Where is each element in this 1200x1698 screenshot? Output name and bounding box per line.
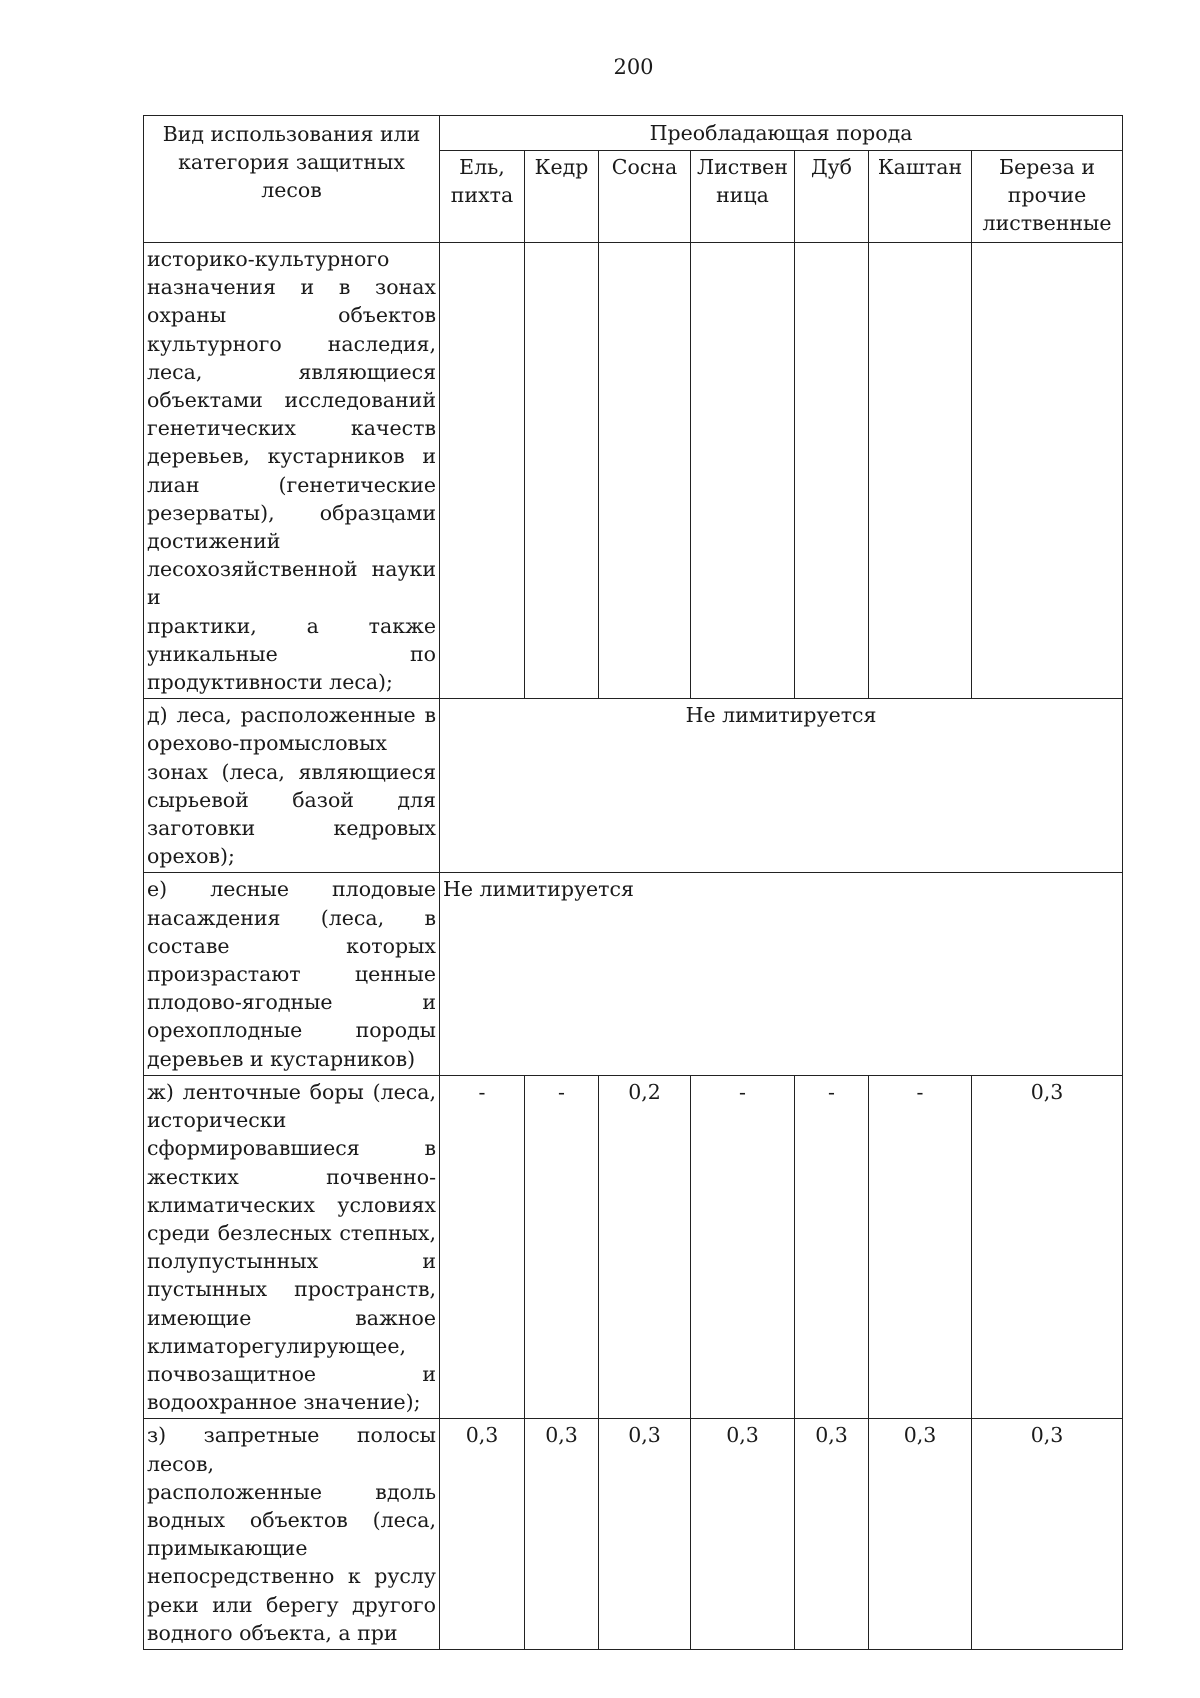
description-line: практики, а также — [147, 613, 436, 638]
value-cell — [795, 243, 869, 699]
description-line: достижений — [147, 529, 281, 554]
description-line: орехово-промысловых — [147, 731, 387, 756]
header-usage-type: Вид использования или категория защитных лесов — [144, 116, 440, 243]
description-line: культурного наследия, — [147, 331, 436, 356]
value-cell: - — [795, 1075, 869, 1418]
description-line: жестких почвенно- — [147, 1164, 436, 1189]
value-cell — [691, 243, 795, 699]
description-line: сырьевой базой для — [147, 787, 436, 812]
table-row — [144, 1419, 1123, 1650]
description-line: примыкающие — [147, 1536, 308, 1561]
header-pine: Сосна — [599, 151, 691, 243]
description-line: продуктивности леса); — [147, 670, 393, 695]
value-cell: - — [691, 1075, 795, 1418]
header-oak: Дуб — [795, 151, 869, 243]
description-line: водоохранное значение); — [147, 1390, 421, 1415]
value-cell: 0,3 — [795, 1419, 869, 1650]
value-cell — [525, 243, 599, 699]
value-cell: 0,3 — [972, 1075, 1123, 1418]
forest-table — [143, 115, 1123, 1650]
value-cell — [869, 243, 972, 699]
header-larch: Листвен ница — [691, 151, 795, 243]
description-line: объектами исследований — [147, 388, 436, 413]
value-cell: 0,2 — [599, 1075, 691, 1418]
not-limited-cell: Не лимитируется — [440, 873, 1123, 1075]
description-line: расположенные вдоль — [147, 1479, 436, 1504]
value-cell: 0,3 — [972, 1419, 1123, 1650]
header-birch-other: Береза и прочие лиственные — [972, 151, 1123, 243]
description-line: составе которых — [147, 933, 436, 958]
description-line: климаторегулирующее, — [147, 1333, 406, 1358]
description-line: генетических качеств — [147, 416, 436, 441]
description-line: лесохозяйственной науки и — [147, 557, 436, 610]
description-line: пустынных пространств, — [147, 1277, 436, 1302]
description-line: лиан (генетические — [147, 472, 436, 497]
description-line: непосредственно к руслу — [147, 1564, 436, 1589]
header-row-1 — [144, 116, 1123, 151]
row-description — [144, 1075, 440, 1418]
value-cell: 0,3 — [525, 1419, 599, 1650]
description-line: орехов); — [147, 844, 235, 869]
description-line: реки или берегу другого — [147, 1592, 436, 1617]
table-row — [144, 243, 1123, 699]
table-row — [144, 1075, 1123, 1418]
description-line: з) запретные полосы лесов, — [147, 1423, 436, 1476]
description-line: почвозащитное и — [147, 1361, 436, 1386]
row-description — [144, 699, 440, 873]
description-line: имеющие важное — [147, 1305, 436, 1330]
description-line: зонах (леса, являющиеся — [147, 759, 436, 784]
description-line: водных объектов (леса, — [147, 1507, 436, 1532]
description-line: заготовки кедровых — [147, 816, 436, 841]
header-predominant-species: Преобладающая порода — [440, 116, 1123, 151]
description-line: уникальные по — [147, 641, 436, 666]
description-line: полупустынных и — [147, 1249, 436, 1274]
description-line: сформировавшиеся в — [147, 1136, 436, 1161]
value-cell: 0,3 — [869, 1419, 972, 1650]
header-chestnut: Каштан — [869, 151, 972, 243]
value-cell: 0,3 — [691, 1419, 795, 1650]
value-cell: - — [440, 1075, 525, 1418]
not-limited-cell: Не лимитируется — [440, 699, 1123, 873]
description-line: ж) ленточные боры (леса, — [147, 1079, 436, 1104]
header-cedar: Кедр — [525, 151, 599, 243]
description-line: охраны объектов — [147, 303, 436, 328]
description-line: деревьев, кустарников и — [147, 444, 436, 469]
row-description — [144, 243, 440, 699]
page-number: 200 — [613, 55, 654, 79]
value-cell — [972, 243, 1123, 699]
description-line: насаждения (леса, в — [147, 905, 436, 930]
description-line: произрастают ценные — [147, 962, 436, 987]
table-row — [144, 873, 1123, 1075]
description-line: плодово-ягодные и — [147, 990, 436, 1015]
description-line: историко-культурного — [147, 247, 390, 271]
value-cell — [440, 243, 525, 699]
value-cell: 0,3 — [599, 1419, 691, 1650]
value-cell — [599, 243, 691, 699]
description-line: водного объекта, а при — [147, 1620, 398, 1645]
value-cell: - — [869, 1075, 972, 1418]
value-cell: 0,3 — [440, 1419, 525, 1650]
row-description — [144, 1419, 440, 1650]
description-line: резерваты), образцами — [147, 500, 436, 525]
description-line: среди безлесных степных, — [147, 1220, 436, 1245]
description-line: орехоплодные породы — [147, 1018, 436, 1043]
description-line: е) лесные плодовые — [147, 877, 436, 902]
description-line: леса, являющиеся — [147, 359, 436, 384]
description-line: назначения и в зонах — [147, 275, 436, 300]
description-line: климатических условиях — [147, 1192, 436, 1217]
table-row — [144, 699, 1123, 873]
description-line: д) леса, расположенные в — [147, 703, 436, 728]
header-spruce-fir: Ель, пихта — [440, 151, 525, 243]
description-line: деревьев и кустарников) — [147, 1046, 416, 1071]
description-line: исторически — [147, 1108, 287, 1133]
row-description — [144, 873, 440, 1075]
value-cell: - — [525, 1075, 599, 1418]
